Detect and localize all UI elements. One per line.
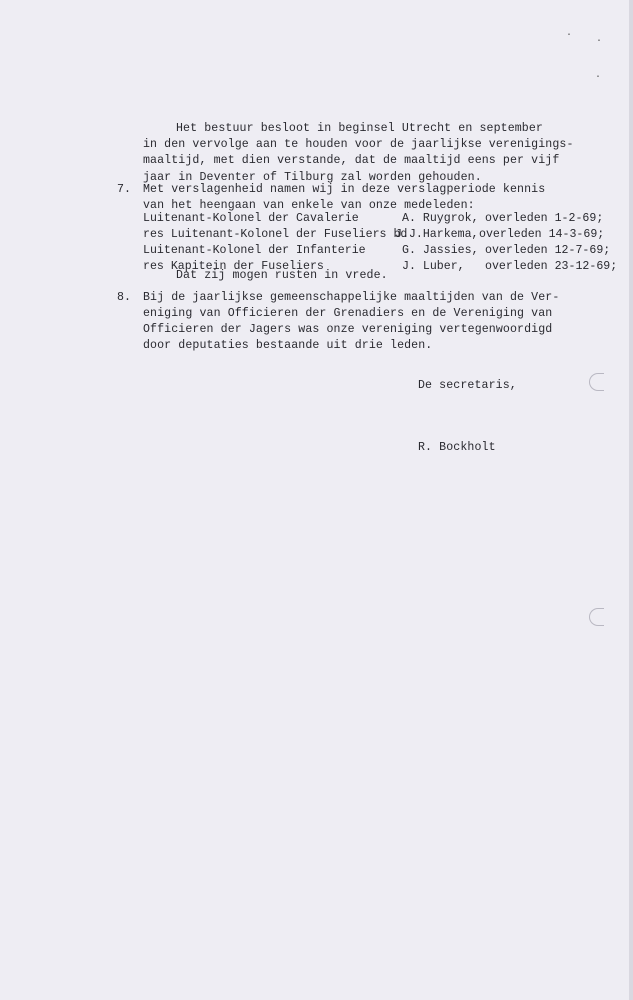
signature-name: R. Bockholt bbox=[418, 441, 496, 454]
corner-ink-speck: · bbox=[595, 72, 602, 83]
text-line: eniging van Officieren der Grenadiers en de Vereniging van bbox=[143, 307, 553, 320]
deceased-row bbox=[0, 211, 633, 227]
text-line: Bij de jaarlijkse gemeenschappelijke maaltijden van de Ver- bbox=[143, 291, 560, 304]
deceased-note: overleden 1-2-69; bbox=[485, 212, 604, 225]
text-line: van het heengaan van enkele van onze medeleden: bbox=[143, 199, 475, 212]
deceased-row bbox=[0, 243, 633, 259]
corner-ink-speck: · bbox=[596, 36, 603, 47]
section-number: 7. bbox=[117, 183, 131, 196]
deceased-rank: res Luitenant-Kolonel der Fuseliers bd bbox=[143, 228, 408, 241]
punch-hole-mark bbox=[589, 608, 604, 626]
deceased-name: A. Ruygrok, bbox=[402, 212, 479, 225]
section-number: 8. bbox=[117, 291, 131, 304]
text-line: Dat zij mogen rusten in vrede. bbox=[176, 269, 388, 282]
text-line: Het bestuur besloot in beginsel Utrecht en september bbox=[176, 122, 543, 135]
deceased-note: overleden 23-12-69; bbox=[485, 260, 618, 273]
deceased-name: J. Luber, bbox=[402, 260, 465, 273]
punch-hole-mark bbox=[589, 373, 604, 391]
text-line: door deputaties bestaande uit drie leden. bbox=[143, 339, 433, 352]
deceased-rank: res Kapitein der Fuseliers bbox=[143, 260, 324, 273]
signature-role: De secretaris, bbox=[418, 379, 517, 392]
deceased-note: overleden 14-3-69; bbox=[479, 228, 605, 241]
deceased-note: overleden 12-7-69; bbox=[485, 244, 611, 257]
text-line: Met verslagenheid namen wij in deze verslagperiode kennis bbox=[143, 183, 546, 196]
deceased-rank: Luitenant-Kolonel der Cavalerie bbox=[143, 212, 359, 225]
page-edge-shadow bbox=[629, 0, 633, 1000]
deceased-row bbox=[0, 227, 633, 243]
text-line: in den vervolge aan te houden voor de jaarlijkse verenigings- bbox=[143, 138, 574, 151]
text-line: maaltijd, met dien verstande, dat de maaltijd eens per vijf bbox=[143, 154, 560, 167]
deceased-name: J.J.Harkema, bbox=[395, 228, 479, 241]
deceased-name: G. Jassies, bbox=[402, 244, 479, 257]
deceased-rank: Luitenant-Kolonel der Infanterie bbox=[143, 244, 366, 257]
corner-ink-speck: · bbox=[566, 30, 573, 41]
text-line: jaar in Deventer of Tilburg zal worden gehouden. bbox=[143, 171, 482, 184]
text-line: Officieren der Jagers was onze vereniging vertegenwoordigd bbox=[143, 323, 553, 336]
